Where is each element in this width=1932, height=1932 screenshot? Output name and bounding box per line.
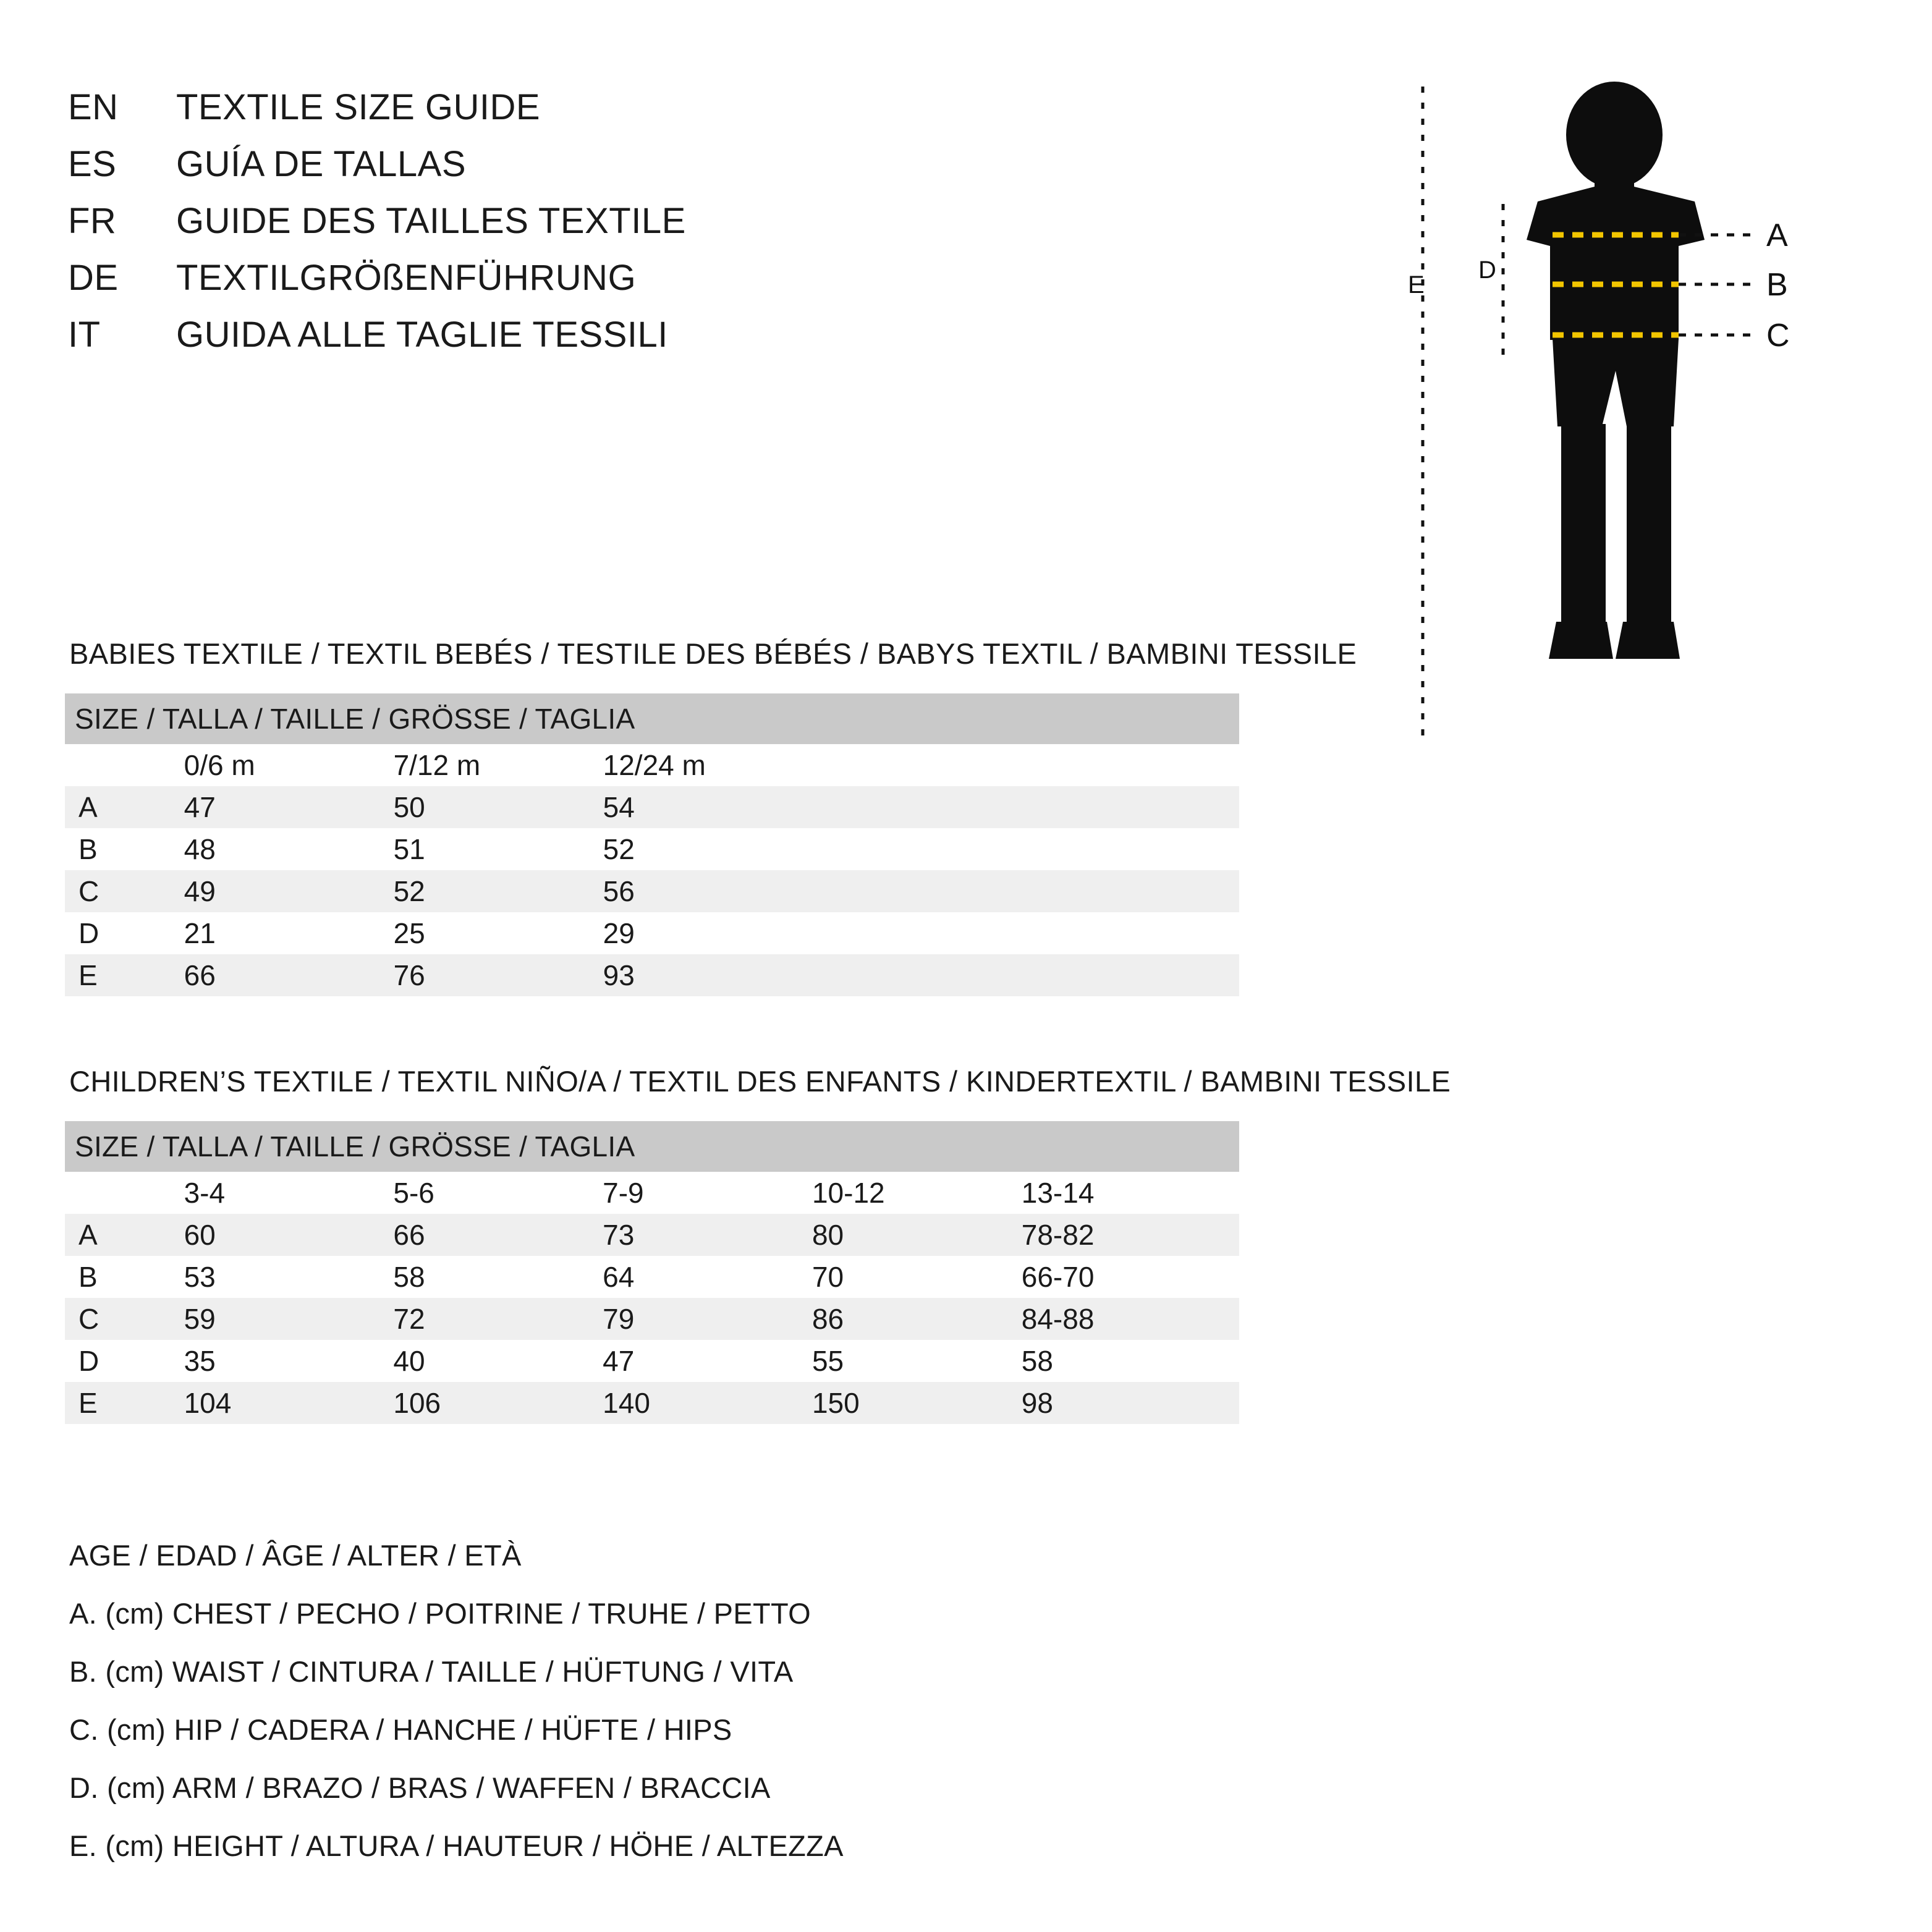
table-cell: 79 (562, 1298, 771, 1340)
figure-label-c: C (1766, 318, 1790, 354)
language-row (68, 143, 933, 200)
table-cell: 86 (771, 1298, 981, 1340)
table-cell: 47 (143, 786, 353, 828)
figure-label-e: E (1409, 271, 1425, 299)
legend-line-chest: A. (cm) CHEST / PECHO / POITRINE / TRUHE / PETTO (69, 1597, 811, 1630)
table-cell: 76 (353, 954, 562, 996)
table-cell: 140 (562, 1382, 771, 1424)
table-row (65, 1340, 1239, 1382)
children-size-table (65, 1121, 1239, 1424)
table-row (65, 870, 1239, 912)
language-code: EN (68, 87, 119, 127)
table-cell: 150 (771, 1382, 981, 1424)
table-cell: 50 (353, 786, 562, 828)
column-header: 13-14 (981, 1172, 1239, 1214)
language-row (68, 200, 933, 257)
measurement-legend (69, 1527, 844, 1875)
language-title: TEXTILGRÖßENFÜHRUNG (176, 258, 637, 298)
table-header-row (65, 744, 1239, 786)
row-label (65, 1172, 143, 1214)
table-cell: 80 (771, 1214, 981, 1256)
figure-label-d: D (1478, 256, 1496, 284)
table-cell: 35 (143, 1340, 353, 1382)
row-label: A (65, 786, 143, 828)
table-row (65, 1214, 1239, 1256)
table-row (65, 786, 1239, 828)
legend-line-waist: B. (cm) WAIST / CINTURA / TAILLE / HÜFTUNG / VITA (69, 1655, 794, 1688)
table-row (65, 828, 1239, 870)
language-code: DE (68, 258, 119, 298)
table-cell: 66 (352, 1214, 562, 1256)
table-cell: 54 (562, 786, 1239, 828)
table-cell: 58 (981, 1340, 1239, 1382)
language-code: FR (68, 201, 117, 241)
table-cell: 29 (562, 912, 1239, 954)
table-cell: 21 (143, 912, 353, 954)
row-label: E (65, 1382, 143, 1424)
language-row (68, 257, 933, 314)
language-row (68, 314, 933, 371)
table-cell: 73 (562, 1214, 771, 1256)
table-cell: 59 (143, 1298, 353, 1340)
language-title: GUIDE DES TAILLES TEXTILE (176, 201, 686, 241)
column-header: 0/6 m (143, 744, 353, 786)
table-header-row (65, 1172, 1239, 1214)
row-label: B (65, 828, 143, 870)
language-title-list (68, 87, 933, 371)
language-row (68, 87, 933, 143)
children-section-title: CHILDREN’S TEXTILE / TEXTIL NIÑO/A / TEXTIL DES ENFANTS / KINDERTEXTIL / BAMBINI TESSILE (69, 1065, 1451, 1098)
table-row (65, 1256, 1239, 1298)
row-label: D (65, 1340, 143, 1382)
table-cell: 66 (143, 954, 353, 996)
legend-line-hip: C. (cm) HIP / CADERA / HANCHE / HÜFTE / HIPS (69, 1713, 732, 1746)
language-code: ES (68, 144, 117, 184)
table-cell: 58 (352, 1256, 562, 1298)
table-row (65, 1298, 1239, 1340)
language-title: GUIDA ALLE TAGLIE TESSILI (176, 315, 668, 355)
table-cell: 64 (562, 1256, 771, 1298)
table-cell: 106 (352, 1382, 562, 1424)
column-header: 7/12 m (353, 744, 562, 786)
table-cell: 55 (771, 1340, 981, 1382)
column-header: 12/24 m (562, 744, 1239, 786)
table-band-row (65, 693, 1239, 744)
language-code: IT (68, 315, 101, 355)
table-cell: 51 (353, 828, 562, 870)
table-cell: 52 (353, 870, 562, 912)
table-row (65, 1382, 1239, 1424)
column-header: 5-6 (352, 1172, 562, 1214)
table-cell: 66-70 (981, 1256, 1239, 1298)
children-band-label: SIZE / TALLA / TAILLE / GRÖSSE / TAGLIA (65, 1121, 1239, 1172)
measurement-diagram (1409, 80, 1879, 766)
table-cell: 40 (352, 1340, 562, 1382)
table-cell: 53 (143, 1256, 353, 1298)
column-header: 7-9 (562, 1172, 771, 1214)
column-header: 10-12 (771, 1172, 981, 1214)
table-cell: 48 (143, 828, 353, 870)
row-label: E (65, 954, 143, 996)
table-cell: 72 (352, 1298, 562, 1340)
row-label: D (65, 912, 143, 954)
row-label: C (65, 1298, 143, 1340)
legend-line-arm: D. (cm) ARM / BRAZO / BRAS / WAFFEN / BRACCIA (69, 1771, 771, 1804)
legend-line-age: AGE / EDAD / ÂGE / ALTER / ETÀ (69, 1539, 522, 1572)
table-cell: 98 (981, 1382, 1239, 1424)
language-title: GUÍA DE TALLAS (176, 144, 467, 184)
child-silhouette (1527, 82, 1705, 659)
table-cell: 52 (562, 828, 1239, 870)
row-label: A (65, 1214, 143, 1256)
row-label: C (65, 870, 143, 912)
babies-section-title: BABIES TEXTILE / TEXTIL BEBÉS / TESTILE DES BÉBÉS / BABYS TEXTIL / BAMBINI TESSILE (69, 637, 1357, 670)
figure-label-a: A (1766, 218, 1788, 253)
table-cell: 104 (143, 1382, 353, 1424)
table-cell: 70 (771, 1256, 981, 1298)
babies-band-label: SIZE / TALLA / TAILLE / GRÖSSE / TAGLIA (65, 693, 1239, 744)
table-row (65, 912, 1239, 954)
table-cell: 78-82 (981, 1214, 1239, 1256)
language-title: TEXTILE SIZE GUIDE (176, 87, 541, 127)
table-cell: 49 (143, 870, 353, 912)
row-label (65, 744, 143, 786)
column-header: 3-4 (143, 1172, 353, 1214)
table-cell: 60 (143, 1214, 353, 1256)
table-cell: 25 (353, 912, 562, 954)
babies-size-table (65, 693, 1239, 996)
row-label: B (65, 1256, 143, 1298)
table-cell: 56 (562, 870, 1239, 912)
figure-label-b: B (1766, 267, 1788, 303)
table-row (65, 954, 1239, 996)
table-cell: 47 (562, 1340, 771, 1382)
table-cell: 93 (562, 954, 1239, 996)
table-band-row (65, 1121, 1239, 1172)
table-cell: 84-88 (981, 1298, 1239, 1340)
legend-line-height: E. (cm) HEIGHT / ALTURA / HAUTEUR / HÖHE / ALTEZZA (69, 1829, 844, 1862)
